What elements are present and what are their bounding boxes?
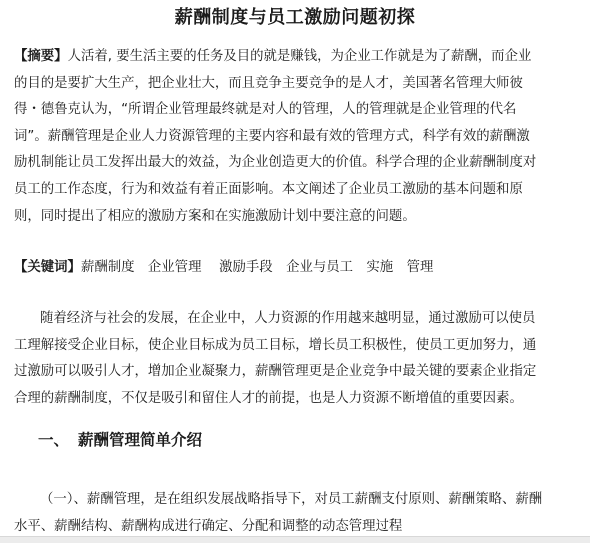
section-heading: [38, 428, 202, 452]
abstract-line: 的目的是要扩大生产，把企业壮大，而且竞争主要竞争的是人才，美国著名管理大师彼: [14, 75, 523, 91]
abstract-line: 词”。薪酬管理是企业人力资源管理的主要内容和最有效的管理方式，科学有效的薪酬激: [14, 128, 530, 144]
section-body-line: 水平、薪酬结构、薪酬构成进行确定、分配和调整的动态管理过程: [14, 518, 403, 534]
section-number: 一、: [38, 431, 70, 449]
abstract-line: 得・德鲁克认为，“所谓企业管理最终就是对人的管理，人的管理就是企业管理的代名: [14, 102, 517, 118]
section-body-paragraph: [14, 487, 576, 540]
keywords-line: [14, 255, 576, 282]
abstract-paragraph: [14, 44, 576, 230]
intro-line: 随着经济与社会的发展，在企业中，人力资源的作用越来越明显，通过激励可以使员: [40, 311, 536, 326]
document-title: 薪酬制度与员工激励问题初探: [174, 7, 416, 28]
keywords-text: 薪酬制度 企业管理 激励手段 企业与员工 实施 管理: [80, 260, 434, 275]
abstract-line: 励机制能让员工发挥出最大的效益，为企业创造更大的价值。科学合理的企业薪酬制度对: [14, 155, 537, 171]
keywords-label: 【关键词】: [14, 260, 81, 275]
intro-line: 工理解接受企业目标，使企业目标成为员工目标，增长员工积极性，使员工更加努力，通: [14, 337, 537, 353]
section-heading-text: 薪酬管理简单介绍: [78, 431, 203, 449]
horizontal-scrollbar[interactable]: [0, 536, 590, 543]
abstract-line-text: 人活着, 要生活主要的任务及目的就是赚钱，为企业工作就是为了薪酬，而企业: [67, 49, 532, 64]
keywords-paragraph: [14, 255, 576, 282]
abstract-line: [14, 44, 576, 71]
intro-paragraph: [14, 306, 576, 412]
section-body-line: （一）、薪酬管理，是在组织发展战略指导下，对员工薪酬支付原则、薪酬策略、薪酬: [40, 492, 543, 507]
abstract-label: 【摘要】: [14, 49, 68, 64]
intro-line: 合理的薪酬制度，不仅是吸引和留住人才的前提，也是人力资源不断增值的重要因素。: [14, 390, 523, 406]
intro-line: 过激励可以吸引人才，增加企业凝聚力，薪酬管理更是企业竞争中最关键的要素企业指定: [14, 364, 537, 380]
abstract-line: 员工的工作态度，行为和效益有着正面影响。本文阐述了企业员工激励的基本问题和原: [14, 181, 523, 197]
abstract-line: 则，同时提出了相应的激励方案和在实施激励计划中要注意的问题。: [14, 208, 416, 224]
